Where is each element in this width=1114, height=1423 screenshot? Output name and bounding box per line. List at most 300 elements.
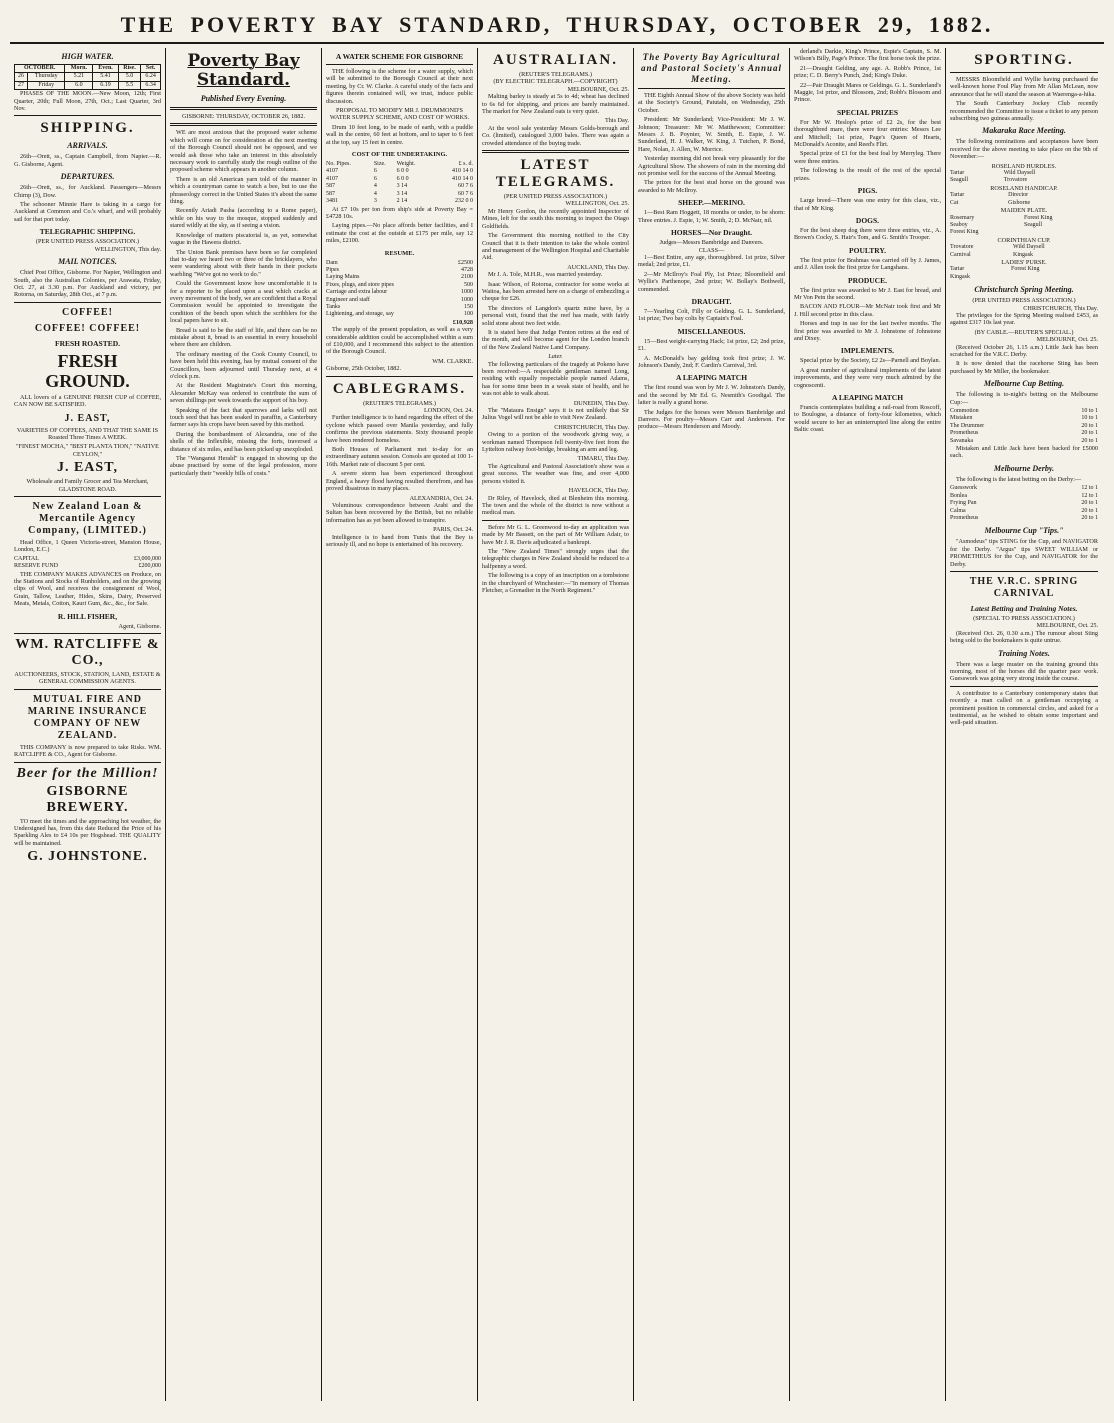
- dateline-place: LONDON, Oct. 24.: [424, 407, 473, 415]
- tide-row: 27 Friday 6.0 6.19 5.5 6.34: [15, 81, 161, 89]
- race-heading: ROSELAND HANDICAP.: [990, 184, 1058, 192]
- article-paragraph: The following is a copy of an inscription on a tombstone in the churchyard of Winchester:—"In memory of Thomas Fletcher, a Grenadier in the North Regiment.": [482, 572, 629, 594]
- article-paragraph: At the wool sale yesterday Messrs Golds-borough and Co. (limited), catalogued 3,000 bales. There was again a crowded attendance of the buying trade.: [482, 124, 629, 147]
- table-cell: 500: [464, 281, 473, 288]
- table-row: [950, 515, 1098, 522]
- table-cell: 2100: [461, 274, 473, 281]
- article-paragraph: The first round was won by Mr J. W. Johnston's Dandy, and the second by Mr Ed. G. Nesmith's Goodigal. The latter is really a grand horse.: [638, 384, 785, 407]
- table-cell: 232 0 0: [455, 198, 473, 205]
- table-cell: 60 7 6: [458, 190, 473, 197]
- departures-heading: DEPARTURES.: [60, 172, 115, 182]
- table-cell: 1000: [461, 289, 473, 296]
- table-cell: 4107: [326, 175, 338, 182]
- divider: [14, 302, 161, 303]
- article-paragraph: 2—Mr McIlroy's Foal Ply, 1st Prize; Bloomfield and Wyllie's Parthenope, 2nd prize; W. Bollay's Bothwell, commended.: [638, 270, 785, 293]
- table-cell: 12 to 1: [1081, 485, 1098, 492]
- misc-heading: MISCELLANEOUS.: [677, 326, 746, 336]
- signature-date: Gisborne, 25th October, 1882.: [326, 365, 402, 373]
- tide-col-set: Set.: [141, 65, 161, 73]
- divider: [170, 123, 317, 126]
- cablegrams-sub: (REUTER'S TELEGRAMS.): [363, 399, 436, 407]
- dateline-place: DUNEDIN, This Day.: [573, 399, 629, 407]
- east-body: VARIETIES OF COFFEES, AND THAT THE SAME IS Roasted Three Times A WEEK.: [16, 426, 159, 441]
- table-cell: 4: [373, 183, 377, 190]
- telegraphic-place: WELLINGTON, This day.: [94, 245, 161, 253]
- table-cell: 12 to 1: [1081, 492, 1098, 499]
- article-paragraph: 15—Best weight-carrying Hack; 1st prize, £2; 2nd prize, £1.: [638, 337, 785, 353]
- entries-table: [950, 215, 1098, 237]
- entries-table: [950, 266, 1098, 281]
- table-cell: Calma: [950, 507, 966, 514]
- table-cell: 20 to 1: [1081, 500, 1098, 507]
- divider: [170, 107, 317, 110]
- table-cell: 20 to 1: [1081, 437, 1098, 444]
- article-paragraph: The Judges for the horses were Messrs Bambridge and Danvers. For poultry—Messrs Carr and Anderson. For produce—Messrs Henderson and Moody.: [638, 408, 785, 431]
- table-row: [950, 252, 1098, 259]
- christchurch-heading: Christchurch Spring Meeting.: [974, 285, 1074, 295]
- signature: WM. CLARKE.: [432, 357, 473, 365]
- table-row: [326, 168, 473, 175]
- table-row: [950, 430, 1098, 437]
- table-cell: Cat: [950, 199, 959, 206]
- table-row: [950, 438, 1098, 445]
- fisher-sub: Agent, Gisborne.: [118, 622, 161, 630]
- table-cell: Pipes: [326, 266, 340, 273]
- article-paragraph: derland's Darkie, King's Prince, Espie's Captain, S. M. Wilson's Billy, Page's Prince. The first horse took the prize.: [794, 48, 941, 63]
- beer-heading: Beer for the Million!: [16, 765, 159, 781]
- article-paragraph: The prizes for the best stud horse on the ground was awarded to Mr McIlroy.: [638, 179, 785, 194]
- column-2: [166, 48, 322, 1401]
- summary-table: [326, 260, 473, 319]
- divider: [482, 520, 629, 521]
- brewery-body: TO meet the times and the approaching hot weather, the Undersigned has, from this date Reduced the Price of his Sparkling Ales to £4 10s per Hogshead. THE QUALITY will be maintained.: [14, 817, 161, 847]
- table-row: [326, 198, 473, 205]
- masthead: THE POVERTY BAY STANDARD, THURSDAY, OCTOBER 29, 1882.: [10, 10, 1104, 44]
- table-cell: £2500: [458, 259, 473, 266]
- divider: [482, 150, 629, 153]
- judges-line: Judges—Messrs Bambridge and Danvers.: [659, 239, 764, 247]
- table-cell: Forest King: [1024, 214, 1053, 221]
- odds-table: [950, 408, 1098, 445]
- article-paragraph: There was a large muster on the training ground this morning, most of the horses did the quarter pace work. Guesswork was going very strong inside the course.: [950, 660, 1098, 683]
- table-cell: 20 to 1: [1081, 422, 1098, 429]
- latest-heading: LATEST TELEGRAMS.: [495, 157, 616, 191]
- dateline-place: This Day.: [605, 117, 629, 125]
- article-paragraph: Drum 10 feet long, to be made of earth, with a puddle wall in the centre, 60 feet at bottom, and to taper to 6 feet at the top, say 15 feet in centre.: [326, 123, 473, 146]
- article-paragraph: The following is the latest betting on the Derby:—: [956, 475, 1082, 483]
- table-cell: 20 to 1: [1081, 507, 1098, 514]
- article-paragraph: Owing to a portion of the woodwork giving way, a workman named Thompson fell twenty-five feet from the Lyttelton railway foot-bridge, breaking an arm and leg.: [482, 431, 629, 454]
- article-paragraph: Mistaken and Little Jack have been backed for £5000 each.: [950, 445, 1098, 460]
- odds-table: [950, 485, 1098, 522]
- cost-table: No. Pipes. Size. Weight. £ s. d. 4107 6 6 0 0 410 14 0 4107 6 6 0 0 410 14 0 587 4 3 14 60 7 6 587 4 3 14 60 7 6 3481 3 2 14 232 0 0: [326, 161, 473, 205]
- table-row: [326, 176, 473, 183]
- race-heading: LADIES' PURSE.: [1001, 258, 1047, 266]
- table-cell: Trovatore: [1003, 177, 1028, 184]
- article-paragraph: The following nominations and acceptances have been received for the above meeting to take place on the 9th of November:—: [950, 138, 1098, 161]
- table-row: [326, 304, 473, 311]
- table-cell: 60 7 6: [458, 183, 473, 190]
- dateline: GISBORNE: THURSDAY, OCTOBER 26, 1882.: [181, 113, 306, 120]
- table-cell: 410 14 0: [452, 175, 473, 182]
- divider: [950, 72, 1098, 73]
- divider: [326, 64, 473, 65]
- article-paragraph: The "New Zealand Times" strongly urges that the telegraphic charges in New Zealand should be reduced to a halfpenny a word.: [482, 547, 629, 570]
- article-paragraph: (Received October 26, 1.15 a.m.) Little Jack has been scratched for the V.R.C. Derby.: [950, 343, 1098, 358]
- table-row: [950, 170, 1098, 177]
- divider: [14, 115, 161, 116]
- table-cell: 6: [373, 168, 377, 175]
- table-row: [326, 260, 473, 267]
- article-paragraph: THE following is the scheme for a water supply, which will be submitted to the Borough Council at their next meeting, by Cr. W. Clarke. A careful study of the facts and figures therein contained will, we trust, induce public discussion.: [326, 68, 473, 105]
- table-cell: Trovatore: [950, 244, 974, 251]
- race-heading: ROSELAND HURDLES.: [991, 162, 1057, 170]
- article-paragraph: The Union Bank premises have been so far completed that to-day we heard two or three of the bricklayers, who were wandering about with their hands in their pockets warbling "We've got no work to do.": [170, 248, 317, 278]
- table-cell: Carriage and extra labour: [326, 289, 388, 296]
- table-cell: 10 to 1: [1081, 408, 1098, 415]
- article-paragraph: WE are most anxious that the proposed water scheme which will come on for consideration at the next meeting of the Borough Council should not be opposed, and we would ask those who take an interest in this absolutely necessary work to carefully study the rough outline of the proposed scheme which appears in another column.: [170, 129, 317, 174]
- mail-heading: MAIL NOTICES.: [58, 257, 117, 267]
- table-cell: Commotion: [950, 408, 979, 415]
- departure-text: 26th—Orett, ss., for Auckland. Passengers—Messrs Chirnp (3), Dow.: [14, 184, 161, 199]
- reuter-sub: (BY CABLE.—REUTER'S SPECIAL.): [974, 328, 1074, 336]
- article-paragraph: Intelligence is to hand from Tunis that the Bey is seriously ill, and no hope is entertained of his recovery.: [326, 533, 473, 548]
- table-cell: Rosemary: [950, 214, 975, 221]
- table-cell: Prometheus: [950, 514, 979, 521]
- coffee-heading-1: COFFEE!: [62, 306, 113, 318]
- table-cell: 3481: [326, 198, 338, 205]
- table-cell: 6 0 0: [396, 175, 409, 182]
- horses-heading: HORSES—Nor Draught.: [670, 228, 753, 238]
- article-paragraph: The following is the result of the rest of the special prizes.: [794, 167, 941, 182]
- article-paragraph: Dr Riley, of Havelock, died at Blenheim this morning. The town and the whole of the district is now without a medical man.: [482, 494, 629, 517]
- article-paragraph: The Agricultural and Pastoral Association's show was a great success. The weather was fine, and over 4,000 persons visited it.: [482, 462, 629, 485]
- article-paragraph: Recently Ariadi Pasha (according to a Rome paper), while on his way to the mosque, stopped suddenly and stared wildly at the sky, as if seeing a vision.: [170, 207, 317, 230]
- paper-subtitle: Published Every Evening.: [200, 94, 287, 103]
- divider: [14, 689, 161, 690]
- table-cell: 4728: [461, 266, 473, 273]
- dateline-place: PARIS, Oct. 24.: [433, 526, 473, 534]
- table-row: [950, 215, 1098, 222]
- table-cell: 20 to 1: [1081, 430, 1098, 437]
- dateline-place: MELBOURNE, Oct. 25.: [567, 85, 629, 93]
- east-name: J. EAST,: [64, 412, 111, 424]
- article-paragraph: 7—Yearling Colt, Filly or Gelding. G. L. Sunderland, 1st prize; Two bay colts by Captain's Foal.: [638, 307, 785, 323]
- table-cell: Seagull: [950, 177, 968, 184]
- article-paragraph: 21—Draught Gelding, any age. A. Robb's Prince, 1st prize; C. D. Berry's Punch, 2nd; King's Duke.: [794, 64, 941, 80]
- special-prizes-heading: SPECIAL PRIZES: [836, 107, 899, 117]
- dateline-place: CHRISTCHURCH, This Day.: [1023, 304, 1098, 312]
- article-paragraph: Could the Government know how uncomfortable it is for a reporter to be placed upon a seat which cracks at every movement of the body, we are confident that a Royal Commission would be appointed to investigate the condition of the bench upon which the scribblers for the local papers have to sit.: [170, 280, 317, 325]
- table-row: [950, 177, 1098, 184]
- article-paragraph: The "Wanganui Herald" is engaged in showing up the abuse practised by some of the legal profession, more particularly their "weekly bills of costs.": [170, 455, 317, 477]
- table-row: [950, 200, 1098, 207]
- article-paragraph: The Government this morning notified to the City Council that it is their intention to take the whole control and management of the Wellington Hospital and Charitable Aid.: [482, 232, 629, 262]
- table-cell: Tanks: [326, 303, 341, 310]
- mutual-body: THIS COMPANY is now prepared to take Risks. WM. RATCLIFFE & CO., Agent for Gisborne.: [14, 743, 161, 759]
- show-heading: The Poverty Bay Agricultural and Pastoral Society's Annual Meeting.: [641, 52, 782, 84]
- table-row: [950, 493, 1098, 500]
- mocha-line: "FINEST MOCHA," "BEST PLANTA TION," "NATIVE CEYLON,": [16, 443, 159, 458]
- shipping-heading: SHIPPING.: [40, 120, 135, 137]
- table-row: [326, 282, 473, 289]
- article-paragraph: Knowledge of matters piscatorial is, as yet, somewhat vague in the Hawera district.: [170, 231, 317, 247]
- leaping-heading: A LEAPING MATCH: [675, 373, 748, 383]
- article-paragraph: Large breed—There was one entry for this class, viz., that of Mr King.: [794, 197, 941, 212]
- table-cell: Tartar: [950, 266, 965, 273]
- column-3: [322, 48, 478, 1401]
- table-row: [326, 311, 473, 318]
- cablegrams-heading: CABLEGRAMS.: [332, 380, 467, 397]
- implements-heading: IMPLEMENTS.: [840, 346, 895, 356]
- dogs-heading: DOGS.: [855, 215, 880, 225]
- table-cell: 2 14: [396, 198, 408, 205]
- article-paragraph: For the best sheep dog there were three entries, viz., A. Brown's Cocky, S. Hair's Tom, and G. Smith's Trooper.: [794, 226, 941, 242]
- divider: [950, 686, 1098, 687]
- article-paragraph: Special prize of £1 for the best foal by Merryleg. There were three entries.: [794, 150, 941, 165]
- water-scheme-heading: A WATER SCHEME FOR GISBORNE: [335, 52, 464, 61]
- table-cell: Director: [1008, 192, 1029, 199]
- article-paragraph: Speaking of the fact that sparrows and larks will not touch seed that has been soaked in paraffin, a Canterbury farmer says his crops have been saved by this method.: [170, 406, 317, 429]
- divider: [14, 496, 161, 497]
- johnstone-name: G. JOHNSTONE.: [27, 849, 148, 865]
- christchurch-sub: (PER UNITED PRESS ASSOCIATION.): [972, 297, 1076, 305]
- divider: [14, 762, 161, 763]
- dateline-place: WELLINGTON, Oct. 25.: [565, 200, 629, 208]
- east-sub: Wholesale and Family Grocer and Tea Merchant, GLADSTONE ROAD.: [26, 478, 149, 493]
- divider: [14, 633, 161, 634]
- article-paragraph: The first prize was awarded to Mr J. East for bread, and Mr Von Pein the second.: [794, 286, 941, 301]
- east-name-2: J. EAST,: [56, 460, 119, 476]
- article-paragraph: At £7 10s per ton from ship's side at Poverty Bay = £4728 10s.: [326, 205, 473, 220]
- article-paragraph: The first prize for Brahmas was carried off by J. James, and J. Allen took the first prize for Langshans.: [794, 256, 941, 272]
- table-row: [950, 222, 1098, 229]
- table-cell: 6: [373, 175, 377, 182]
- article-paragraph: Before Mr G. L. Greenwood to-day an application was made by Mr Bassett, on the part of Mr William Adair, to have Mr J. R. Davis adjudicated a bankrupt.: [482, 523, 629, 546]
- table-cell: Kingask: [950, 273, 970, 280]
- summary-total: £10,928: [452, 318, 473, 326]
- article-paragraph: MESSRS Bloomfield and Wyllie having purchased the well-known horse Foul Play from Mr Allan McLean, now announce that he will stand the season at Waerenga-a-hika.: [950, 76, 1098, 98]
- article-paragraph: The privileges for the Spring Meeting realised £453, as against £317 10s last year.: [950, 311, 1098, 327]
- entries-table: [950, 244, 1098, 259]
- table-cell: 3 14: [396, 190, 408, 197]
- article-paragraph: 1—Best Ram Hoggett, 18 months or under, to be shorn: Three entries. J. Espie, 1; W. Smith, 2; D. McNair, nil.: [638, 209, 785, 224]
- telegraphic-sub: (PER UNITED PRESS ASSOCIATION.): [35, 238, 140, 246]
- column-1: [10, 48, 166, 1401]
- dateline-place: MELBOURNE, Oct. 25.: [1036, 622, 1098, 630]
- training-heading: Training Notes.: [998, 648, 1050, 658]
- table-cell: Seaboy: [950, 221, 968, 228]
- table-row: [950, 274, 1098, 281]
- table-cell: Fixes, plugs, and store pipes: [326, 281, 394, 288]
- sporting-heading: SPORTING.: [974, 52, 1074, 68]
- fisher-name: R. HILL FISHER,: [57, 611, 118, 621]
- article-paragraph: The supply of the present population, as well as a very considerable addition could be accomplished within a sum of £10,000, and I recommend this subject to the attention of the Borough Council.: [326, 326, 473, 356]
- article-paragraph: The ordinary meeting of the Cook County Council, to have been held this evening, has by mutual consent of the Councillors, been adjourned until Thursday next, at 4 o'clock p.m.: [170, 350, 317, 380]
- moon-phases: PHASES OF THE MOON.—New Moon, 12th; First Quarter, 20th; Full Moon, 27th, Oct.; Last Quarter, 3rd Nov.: [14, 90, 161, 113]
- tips-heading: Melbourne Cup "Tips.": [984, 526, 1064, 536]
- column-5: [634, 48, 790, 1401]
- table-cell: 1000: [461, 296, 473, 303]
- table-cell: 3: [373, 198, 377, 205]
- newspaper-page: [10, 10, 1104, 1403]
- article-paragraph: Bread is said to be the staff of life, and there can be no mistake about it, bread is an essential in every household where there are children.: [170, 326, 317, 349]
- article-paragraph: A contributor to a Canterbury contemporary states that recently a man called on a gentleman occupying a prominent position in commercial circles, and asked for a testimonial, as he wished to obtain some important and well-paid situation.: [950, 689, 1098, 727]
- table-cell: Carnival: [950, 251, 971, 258]
- race-heading: CORINTHIAN CUP.: [997, 236, 1051, 244]
- table-row: [950, 500, 1098, 507]
- head-office: Head Office, 1 Queen Victoria-street, Mansion House, London, E.C.): [14, 538, 161, 554]
- article-paragraph: At the Resident Magistrate's Court this morning, Alexander McKay was ordered to contribute the sum of seven shillings per week towards the support of his boy.: [170, 382, 317, 405]
- australian-heading: AUSTRALIAN.: [493, 52, 618, 68]
- article-paragraph: 1—Best Entire, any age, thoroughbred. 1st prize, Silver medal; 2nd prize, £1.: [638, 253, 785, 269]
- table-cell: Wild Daysell: [1003, 170, 1036, 177]
- table-cell: Engineer and staff: [326, 296, 370, 303]
- table-cell: [1024, 229, 1098, 236]
- vrc-sub-2: (SPECIAL TO PRESS ASSOCIATION.): [973, 614, 1075, 622]
- article-paragraph: A great number of agricultural implements of the latest improvements, and they were very much admired by the cognoscenti.: [794, 366, 941, 389]
- entries-table: [950, 192, 1098, 207]
- table-cell: Gisborne: [1008, 199, 1031, 206]
- summary-heading: RESUME.: [384, 249, 415, 257]
- article-paragraph: BACON AND FLOUR—Mr McNair took first and Mr J. Hill second prize in this class.: [794, 303, 941, 318]
- cost-table-heading: COST OF THE UNDERTAKING.: [351, 151, 448, 159]
- later-heading: Later.: [548, 353, 563, 361]
- table-row: [950, 266, 1098, 273]
- table-cell: Prometheus: [950, 430, 979, 437]
- table-row: [326, 191, 473, 198]
- table-row: [326, 289, 473, 296]
- dateline-place: CHRISTCHURCH, This Day.: [554, 423, 629, 431]
- arrival-text: 26th—Orett, ss., Captain Campbell, from Napier.—R. G. Gisborne, Agent.: [14, 153, 161, 168]
- tide-row: 26 Thursday 5.21 5.41 5.0 6.24: [15, 73, 161, 81]
- paper-title: Poverty Bay Standard.: [187, 51, 300, 90]
- company-body: THE COMPANY MAKES ADVANCES on Produce, on the Stations and Stocks of Runholders, and on the growing clips of Wool, and receives the consignment of Wool, Grain, Tallow, Leather, Hides, Skins, Dairy, Preserved Meats, Metals, Cotton, Kauri Gum, &c., &c., for Sale.: [14, 570, 161, 608]
- brewery-heading: GISBORNE BREWERY.: [46, 783, 129, 815]
- produce-heading: PRODUCE.: [848, 275, 887, 285]
- table-cell: Seagull: [1024, 221, 1042, 228]
- article-paragraph: President: Mr Sunderland; Vice-President: Mr J. W. Johnson; Treasurer: Mr W. Matthewson; Committee: Messrs J. B. Poynter, W. Smith, E. Espie, J. W. Sunderland, H. J. Walker, W. King, J. Tutchen, P. Bond, Hare, Nolan, J. Allen, W. Morrice.: [638, 116, 785, 153]
- table-cell: Wild Daysell: [1013, 244, 1045, 251]
- vrc-heading: THE V.R.C. SPRING CARNIVAL: [969, 575, 1079, 599]
- tide-col-even: Even.: [93, 65, 118, 73]
- fresh-roasted: FRESH ROASTED.: [54, 338, 120, 348]
- table-row: [950, 508, 1098, 515]
- ratcliffe-heading: WM. RATCLIFFE & CO.,: [15, 637, 160, 669]
- article-paragraph: Voluminous correspondence between Arabi and the Sultan has been recovered by the British, but no reliable information has as yet been allowed to transpire.: [326, 501, 473, 524]
- coffee-heading-2: COFFEE! COFFEE!: [34, 322, 141, 334]
- table-cell: 100: [464, 311, 473, 318]
- article-paragraph: Both Houses of Parliament met to-day for an extraordinary autumn session. Consols are quoted at 100 1-16th. Market rate of discount 5 per cent.: [326, 446, 473, 468]
- table-cell: 587: [326, 190, 335, 197]
- article-paragraph: The directors of Langdon's quartz mine have, by a personal visit, found that the reef has made, with fairly solid stone about two feet wide.: [482, 304, 629, 327]
- table-cell: Bonlea: [950, 492, 967, 499]
- table-row: [950, 423, 1098, 430]
- dateline-place: ALEXANDRIA, Oct. 24.: [409, 494, 473, 502]
- article-paragraph: Yesterday morning did not break very pleasantly for the Agricultural Show. The showers of rain in the morning did not promise well for the success of the Annual Meeting.: [638, 155, 785, 178]
- ratcliffe-body: AUCTIONEERS, STOCK, STATION, LAND, ESTATE & GENERAL COMMISSION AGENTS.: [14, 671, 161, 686]
- telegraphic-heading: TELEGRAPHIC SHIPPING.: [39, 227, 136, 237]
- table-cell: Frying Pan: [950, 500, 977, 507]
- article-paragraph: Laying pipes.—No place affords better facilities, and I estimate the cost at the outside at £175 per mile, say 12 miles, £2100.: [326, 222, 473, 245]
- article-paragraph: Isaac Wilson, of Rotorua, contractor for some works at Waitoa, has been arrested here on a charge of embezzling a cheque for £26.: [482, 280, 629, 303]
- article-paragraph: The following is to-night's betting on the Melbourne Cup:—: [950, 391, 1098, 406]
- article-paragraph: (Received Oct. 26, 0.30 a.m.) The rumour about Sting being sold to the bookmakers is quite untrue.: [950, 629, 1098, 645]
- table-row: [326, 274, 473, 281]
- article-paragraph: It is stated here that Judge Fenton retires at the end of the month, and will become agent for the London branch of the New Zealand Native Land Company.: [482, 328, 629, 351]
- divider: [326, 376, 473, 377]
- tide-header: HIGH WATER.: [61, 52, 114, 61]
- table-cell: 150: [464, 303, 473, 310]
- sheep-heading: SHEEP.—MERINO.: [678, 198, 745, 208]
- tide-col-morn: Morn.: [65, 65, 93, 73]
- table-cell: [1011, 274, 1098, 281]
- table-cell: 587: [326, 183, 335, 190]
- table-cell: Laying Mains: [326, 274, 360, 281]
- article-paragraph: The "Mataura Ensign" says it is not unlikely that Sir Julius Vogel will not be able to visit New Zealand.: [482, 407, 629, 422]
- table-row: [950, 408, 1098, 415]
- dateline-place: HAVELOCK, This Day.: [568, 487, 629, 495]
- mutual-heading: MUTUAL FIRE AND MARINE INSURANCE COMPANY OF NEW ZEALAND.: [27, 693, 148, 741]
- table-row: [950, 485, 1098, 492]
- capital-table: CAPITAL £3,000,000 RESERVE FUND £200,000: [14, 555, 161, 570]
- table-row: [326, 183, 473, 190]
- columns: [10, 48, 1104, 1401]
- table-cell: 410 14 0: [452, 168, 473, 175]
- article-paragraph: THE Eighth Annual Show of the above Society was held at the Society's Ground, Patutahi, on Wednesday, 25th October.: [638, 92, 785, 114]
- divider: [950, 571, 1098, 572]
- article-paragraph: Mr J. A. Tole, M.H.R., was married yesterday.: [488, 271, 603, 279]
- table-row: [326, 297, 473, 304]
- melbourne-derby-heading: Melbourne Derby.: [993, 463, 1055, 473]
- poultry-heading: POULTRY.: [849, 245, 886, 255]
- table-cell: Forest King: [950, 229, 979, 236]
- makaraka-heading: Makaraka Race Meeting.: [982, 126, 1066, 136]
- table-cell: Forest King: [1011, 266, 1040, 273]
- nz-loan-heading: New Zealand Loan & Mercantile Agency Company, (LIMITED.): [28, 500, 147, 536]
- tide-col-rise: Rise.: [118, 65, 141, 73]
- table-row: [950, 415, 1098, 422]
- melbourne-cup-heading: Melbourne Cup Betting.: [983, 379, 1065, 389]
- table-row: [950, 244, 1098, 251]
- latest-sub: (PER UNITED PRESS ASSOCIATION.): [503, 193, 608, 201]
- table-cell: 4: [373, 190, 377, 197]
- dateline-place: TIMARU, This Day.: [577, 455, 629, 463]
- shipping-body: The schooner Minnie Hare is taking in a cargo for Auckland at Common and Co.'s wharf, and will probably sail for that port today.: [14, 201, 161, 223]
- leaping-heading: A LEAPING MATCH: [831, 393, 904, 402]
- table-cell: Kingask: [1013, 251, 1034, 258]
- arrivals-heading: ARRIVALS.: [67, 141, 108, 151]
- table-row: [950, 192, 1098, 199]
- table-cell: Lightening, and storage, say: [326, 311, 394, 318]
- table-cell: Savanaka: [950, 437, 973, 444]
- article-paragraph: Mr Henry Gordon, the recently appointed Inspector of Mines, left for the south this morning to inspect the Otago Goldfields.: [482, 207, 629, 230]
- column-4: [478, 48, 634, 1401]
- table-cell: 20 to 1: [1081, 514, 1098, 521]
- dateline-place: AUCKLAND, This Day.: [567, 263, 629, 271]
- table-cell: The Drummer: [950, 422, 985, 429]
- article-paragraph: "Asmodeus" tips STING for the Cup, and NAVIGATOR for the Derby. "Argus" tips SWEET WILLIAM or PROMETHEUS for the Cup, and NAVIGATOR for the Derby.: [950, 538, 1098, 568]
- article-paragraph: During the bombardment of Alexandria, one of the shells of the Inflexible, missing the forts, traversed a distance of six miles, and has been picked up unexploded.: [170, 430, 317, 453]
- australian-sub: (REUTER'S TELEGRAMS.): [519, 71, 592, 78]
- race-heading: MAIDEN PLATE.: [1000, 207, 1048, 215]
- article-paragraph: There is an old American yarn told of the manner in which a countryman came to watch a bee, but to use the phraseology correct in the United States it's about the same thing.: [170, 175, 317, 206]
- table-cell: 4107: [326, 168, 338, 175]
- entries-table: [950, 170, 1098, 185]
- table-cell: Guesswork: [950, 485, 977, 492]
- article-paragraph: Further intelligence is to hand regarding the effect of the cyclone which passed over Manila yesterday, and fully confirms the previous statements. Sixty thousand people have been rendered homeless.: [326, 414, 473, 444]
- table-cell: Tartar: [950, 192, 965, 199]
